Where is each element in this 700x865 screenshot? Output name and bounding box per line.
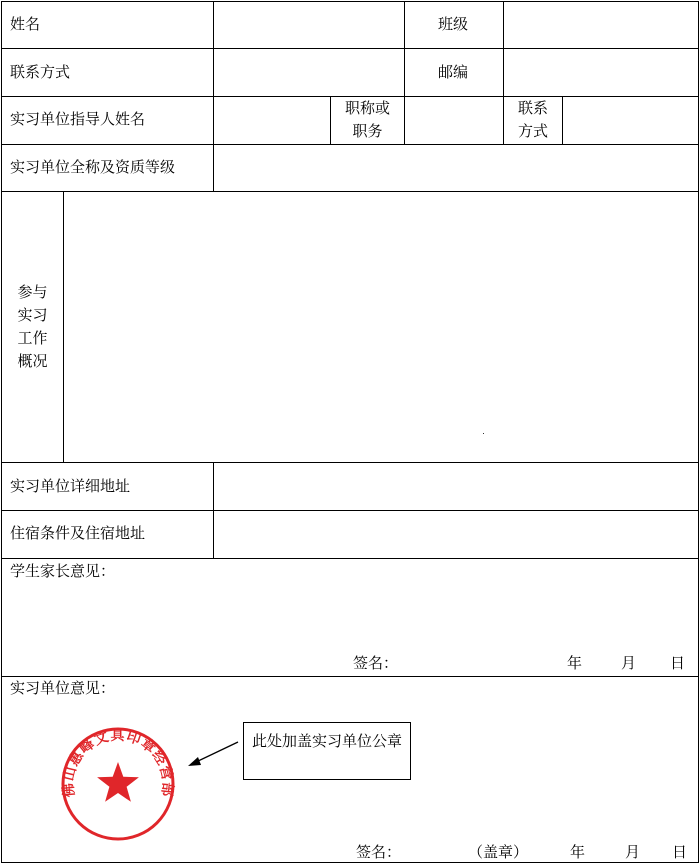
postcode-field[interactable]	[504, 49, 698, 96]
supervisor-contact-line1: 联系	[517, 99, 548, 117]
work-overview-field[interactable]	[64, 192, 698, 462]
company-stamp-label: （盖章）	[468, 843, 529, 861]
title-label-line1: 职称或	[344, 99, 390, 117]
pointer-arrow-icon	[180, 735, 250, 775]
parent-opinion-label: 学生家长意见：	[10, 562, 116, 580]
supervisor-name-field[interactable]	[214, 97, 330, 144]
company-year-label: 年	[570, 843, 586, 861]
stamp-hint-box: 此处加盖实习单位公章	[243, 722, 411, 780]
row-divider	[1, 676, 699, 677]
company-day-label: 日	[672, 843, 688, 861]
company-full-name-field[interactable]	[214, 145, 698, 191]
seal-star-icon	[97, 762, 139, 802]
seal-text: 佛山惠峰文具印章经营部	[60, 727, 176, 798]
name-label: 姓名	[10, 15, 41, 33]
title-label-line2: 职务	[352, 122, 383, 140]
stray-dot	[483, 433, 484, 434]
company-seal-icon	[58, 724, 178, 844]
overview-label-line3: 工作	[17, 329, 48, 347]
supervisor-contact-field[interactable]	[563, 97, 698, 144]
supervisor-contact-line2: 方式	[517, 122, 548, 140]
class-label: 班级	[438, 15, 469, 33]
company-month-label: 月	[625, 843, 641, 861]
contact-label: 联系方式	[10, 63, 71, 81]
class-field[interactable]	[504, 2, 698, 48]
overview-label-line1: 参与	[17, 283, 48, 301]
lodging-field[interactable]	[214, 511, 698, 558]
name-field[interactable]	[214, 2, 404, 48]
postcode-label: 邮编	[438, 63, 469, 81]
table-border-right	[698, 1, 699, 863]
row-divider	[1, 558, 699, 559]
overview-label-line2: 实习	[17, 306, 48, 324]
parent-opinion-field[interactable]	[2, 582, 698, 650]
parent-signature-label: 签名：	[353, 654, 399, 672]
parent-day-label: 日	[670, 654, 686, 672]
supervisor-name-label: 实习单位指导人姓名	[10, 110, 146, 128]
company-address-field[interactable]	[214, 463, 698, 510]
title-field[interactable]	[405, 97, 503, 144]
company-address-label: 实习单位详细地址	[10, 477, 131, 495]
lodging-label: 住宿条件及住宿地址	[10, 524, 146, 542]
table-border-left	[1, 1, 2, 863]
overview-label-line4: 概况	[17, 352, 48, 370]
parent-year-label: 年	[567, 654, 583, 672]
parent-month-label: 月	[621, 654, 637, 672]
table-border-bottom	[1, 862, 699, 863]
company-opinion-label: 实习单位意见：	[10, 679, 116, 697]
contact-field[interactable]	[214, 49, 404, 96]
company-signature-label: 签名：	[356, 843, 402, 861]
company-full-name-label: 实习单位全称及资质等级	[10, 158, 176, 176]
